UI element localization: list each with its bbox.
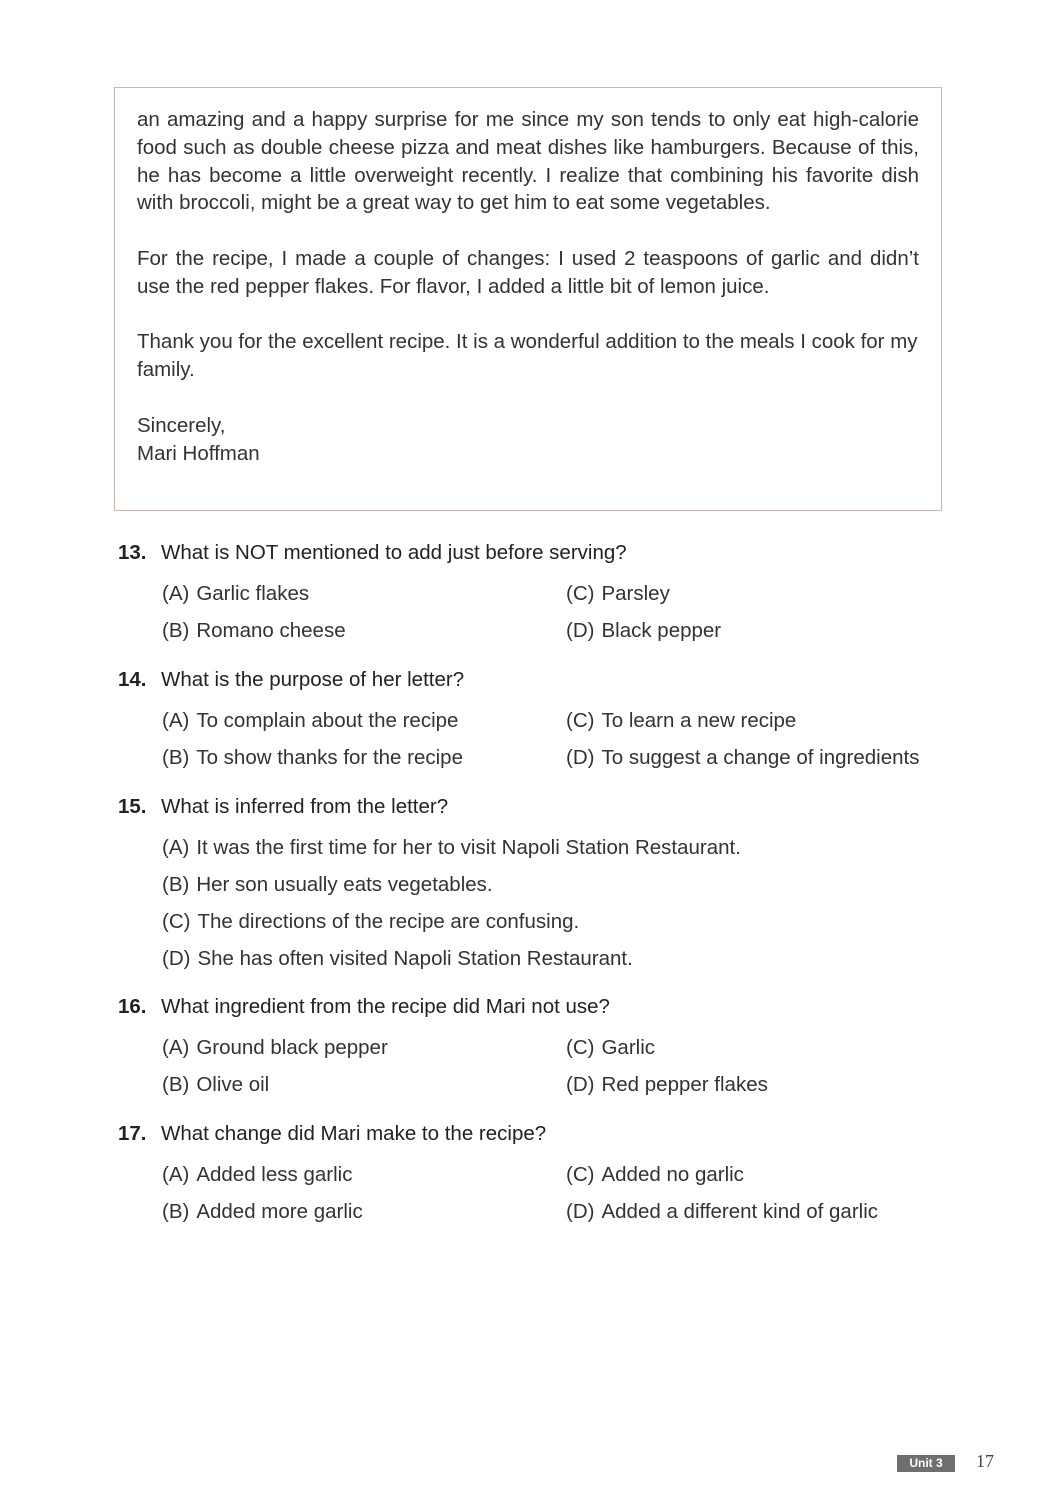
option-c[interactable]: [566, 1034, 655, 1071]
option-text: To learn a new recipe: [601, 709, 797, 732]
option-text: Parsley: [601, 582, 670, 605]
option-d[interactable]: [162, 945, 633, 982]
letter-closing: [137, 412, 919, 468]
question-text: What is the purpose of her letter?: [161, 668, 465, 691]
option-letter: (C): [162, 910, 191, 933]
options: [162, 1161, 948, 1235]
option-a[interactable]: [162, 834, 741, 871]
option-a[interactable]: [162, 1034, 566, 1071]
option-text: Garlic: [601, 1036, 656, 1059]
option-text: The directions of the recipe are confusing.: [197, 910, 580, 933]
option-text: To complain about the recipe: [196, 709, 459, 732]
option-letter: (A): [162, 836, 190, 859]
option-text: To suggest a change of ingredients: [601, 746, 920, 769]
option-d[interactable]: [566, 1198, 878, 1235]
option-text: Garlic flakes: [196, 582, 310, 605]
option-d[interactable]: [566, 617, 721, 654]
option-a[interactable]: [162, 580, 566, 617]
option-a[interactable]: [162, 707, 566, 744]
question-title: [118, 992, 948, 1022]
option-b[interactable]: [162, 617, 566, 654]
option-text: Ground black pepper: [196, 1036, 388, 1059]
options: [162, 834, 948, 982]
question-14: [118, 665, 948, 781]
letter-paragraph-2: For the recipe, I made a couple of changes: I used 2 teaspoons of garlic and didn’t use the red pepper flakes. For flavor, I added a little bit of lemon juice.: [137, 246, 919, 298]
option-text: She has often visited Napoli Station Restaurant.: [197, 947, 633, 970]
question-13: [118, 538, 948, 654]
question-number: 17.: [118, 1122, 147, 1145]
option-letter: (A): [162, 1163, 190, 1186]
option-letter: (C): [566, 709, 595, 732]
letter-paragraph-1: an amazing and a happy surprise for me since my son tends to only eat high-calorie food such as double cheese pizza and meat dishes like hamburgers. Because of this, he has become a little overweight recently. I realize that combining his favorite dish with broccoli, might be a great way to get him to eat some vegetables.: [137, 108, 919, 215]
question-text: What change did Mari make to the recipe?: [161, 1122, 547, 1145]
letter-box: [114, 87, 942, 511]
option-letter: (B): [162, 619, 190, 642]
question-17: [118, 1119, 948, 1235]
question-number: 16.: [118, 995, 147, 1018]
question-text: What is NOT mentioned to add just before serving?: [161, 541, 627, 564]
option-text: Her son usually eats vegetables.: [196, 873, 493, 896]
closing-text: Sincerely,: [137, 413, 226, 437]
option-letter: (C): [566, 1163, 595, 1186]
option-text: It was the first time for her to visit Napoli Station Restaurant.: [196, 836, 741, 859]
option-text: Romano cheese: [196, 619, 346, 642]
unit-badge: Unit 3: [897, 1455, 955, 1472]
options: [162, 707, 948, 781]
question-title: [118, 538, 948, 568]
option-letter: (D): [566, 1073, 595, 1096]
option-text: Added less garlic: [196, 1163, 353, 1186]
option-letter: (A): [162, 1036, 190, 1059]
option-letter: (D): [162, 947, 191, 970]
option-b[interactable]: [162, 1198, 566, 1235]
option-c[interactable]: [566, 1161, 744, 1198]
letter-paragraph-3: Thank you for the excellent recipe. It is a wonderful addition to the meals I cook for my family.: [137, 330, 918, 382]
question-number: 14.: [118, 668, 147, 691]
option-text: Added more garlic: [196, 1200, 363, 1223]
option-d[interactable]: [566, 1071, 768, 1108]
option-text: Olive oil: [196, 1073, 270, 1096]
question-15: [118, 792, 948, 982]
options: [162, 580, 948, 654]
option-letter: (B): [162, 1200, 190, 1223]
option-d[interactable]: [566, 744, 919, 781]
option-letter: (D): [566, 746, 595, 769]
question-text: What is inferred from the letter?: [161, 795, 449, 818]
option-letter: (D): [566, 1200, 595, 1223]
option-b[interactable]: [162, 1071, 566, 1108]
question-16: [118, 992, 948, 1108]
option-c[interactable]: [162, 908, 579, 945]
option-text: Added a different kind of garlic: [601, 1200, 879, 1223]
question-title: [118, 1119, 948, 1149]
option-text: Black pepper: [601, 619, 722, 642]
question-title: [118, 792, 948, 822]
option-letter: (B): [162, 1073, 190, 1096]
signature-text: Mari Hoffman: [137, 441, 260, 465]
option-b[interactable]: [162, 744, 566, 781]
option-letter: (A): [162, 582, 190, 605]
question-number: 13.: [118, 541, 147, 564]
question-text: What ingredient from the recipe did Mari not use?: [161, 995, 610, 1018]
option-letter: (D): [566, 619, 595, 642]
question-number: 15.: [118, 795, 147, 818]
question-title: [118, 665, 948, 695]
option-letter: (B): [162, 873, 190, 896]
option-c[interactable]: [566, 707, 796, 744]
option-a[interactable]: [162, 1161, 566, 1198]
page-number: 17: [976, 1451, 994, 1471]
option-text: Added no garlic: [601, 1163, 744, 1186]
option-text: Red pepper flakes: [601, 1073, 768, 1096]
option-letter: (C): [566, 1036, 595, 1059]
options: [162, 1034, 948, 1108]
option-letter: (B): [162, 746, 190, 769]
option-text: To show thanks for the recipe: [196, 746, 463, 769]
option-letter: (C): [566, 582, 595, 605]
option-letter: (A): [162, 709, 190, 732]
option-b[interactable]: [162, 871, 493, 908]
option-c[interactable]: [566, 580, 670, 617]
